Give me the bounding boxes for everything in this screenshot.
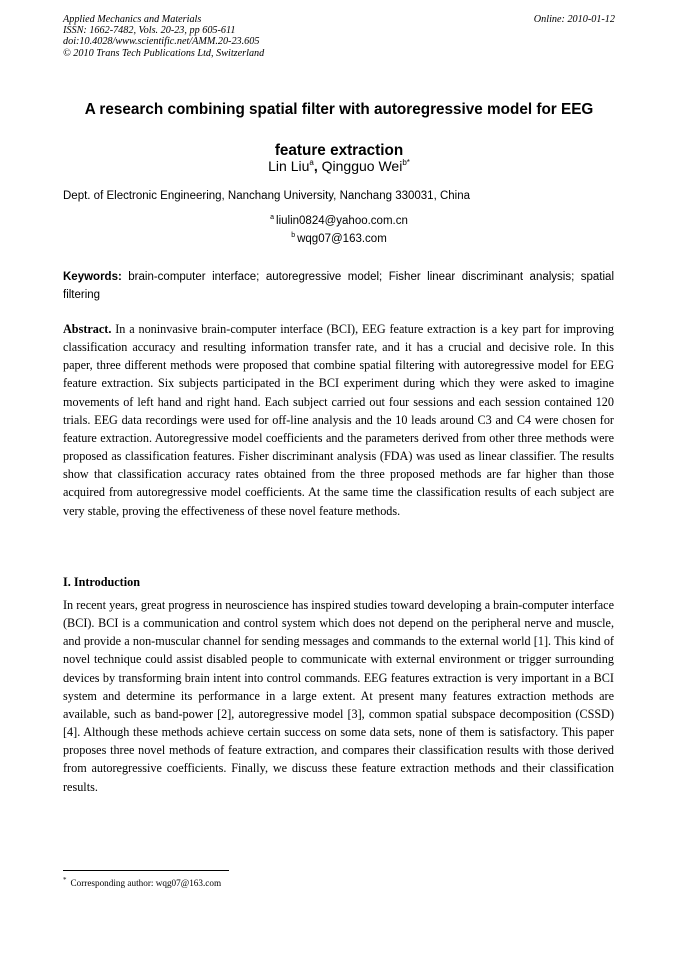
author-name: Lin Liu	[268, 158, 310, 174]
keywords-text: brain-computer interface; autoregressive model; Fisher linear discriminant analysis; spatial filtering	[63, 271, 614, 301]
online-date: Online: 2010-01-12	[533, 14, 615, 25]
author-affil-marker: a	[309, 158, 314, 167]
footnote-marker: *	[63, 876, 67, 884]
email-line	[0, 230, 678, 248]
keywords-block	[63, 268, 614, 304]
author-affil-marker: b*	[402, 158, 410, 167]
journal-header	[63, 14, 615, 59]
affiliation: Dept. of Electronic Engineering, Nanchang University, Nanchang 330031, China	[63, 190, 471, 202]
copyright-line: © 2010 Trans Tech Publications Ltd, Switzerland	[63, 47, 265, 59]
section-body: In recent years, great progress in neuroscience has inspired studies toward developing a brain-computer interface (BCI). BCI is a communication and control system which does not depend on the peripheral nerve and muscle, and provide a non-muscular channel for sending messages and commands to the external world [1]. This kind of novel technique could assist disabled people to communicate with external environment or trigger surrounding devices by transforming brain intent into control commands. EEG features extraction is very important in a BCI system and determine its performance in a large extent. At present many features extraction methods are available, such as band-power [2], autoregressive model [3], common spatial subspace decomposition (CSSD) [4]. Although these methods achieve certain success on some data sets, none of them is satisfactory. This paper proposes three novel methods of feature extraction, and compares their classification results with those derived from autoregressive coefficients. Finally, we discuss these feature extraction methods and their classification results.	[63, 598, 614, 794]
doi-line: doi:10.4028/www.scientific.net/AMM.20-23.605	[63, 36, 260, 48]
author-name: Qingguo Wei	[321, 158, 403, 174]
journal-name: Applied Mechanics and Materials	[63, 14, 202, 25]
title-line-1: A research combining spatial filter with autoregressive model for EEG	[84, 101, 594, 118]
email-list	[0, 212, 678, 248]
keywords-label: Keywords:	[63, 271, 122, 283]
email-address: liulin0824@yahoo.com.cn	[276, 215, 408, 227]
footnote-text: Corresponding author: wqg07@163.com	[70, 878, 222, 888]
author-separator: ,	[313, 158, 318, 174]
email-line	[0, 212, 678, 230]
email-marker: b	[291, 232, 296, 239]
abstract-block	[63, 320, 614, 520]
section-heading: I. Introduction	[63, 575, 140, 589]
email-marker: a	[270, 214, 275, 221]
footnote-divider	[63, 870, 229, 871]
abstract-text: In a noninvasive brain-computer interface (BCI), EEG feature extraction is a key part for improving classification accuracy and resulting information transfer rate, and it has a crucial and decisive role. In this paper, three different methods were proposed that combine spatial filtering with autoregressive model for EEG feature extraction. Six subjects participated in the BCI experiment during which they were asked to imagine movements of left hand and right hand. Each subject carried out four sessions and each session contained 120 trials. EEG data recordings were used for off-line analysis and the 10 leads around C3 and C4 were chosen for feature extraction. Autoregressive model coefficients and the parameters derived from other three methods were proposed as classification features. Fisher discriminant analysis (FDA) was used as linear classifier. The results show that classification accuracy rates obtained from the three proposed methods are far higher than those acquired from autoregressive model coefficients. At the same time the classification results of each subject are very stable, proving the effectiveness of these novel feature methods.	[63, 322, 615, 518]
email-address: wqg07@163.com	[297, 233, 387, 245]
author-list	[0, 157, 678, 175]
abstract-label: Abstract.	[63, 322, 112, 336]
title-line-2: feature extraction	[274, 142, 404, 159]
footnote	[63, 876, 614, 890]
issn-line: ISSN: 1662-7482, Vols. 20-23, pp 605-611	[63, 25, 236, 37]
